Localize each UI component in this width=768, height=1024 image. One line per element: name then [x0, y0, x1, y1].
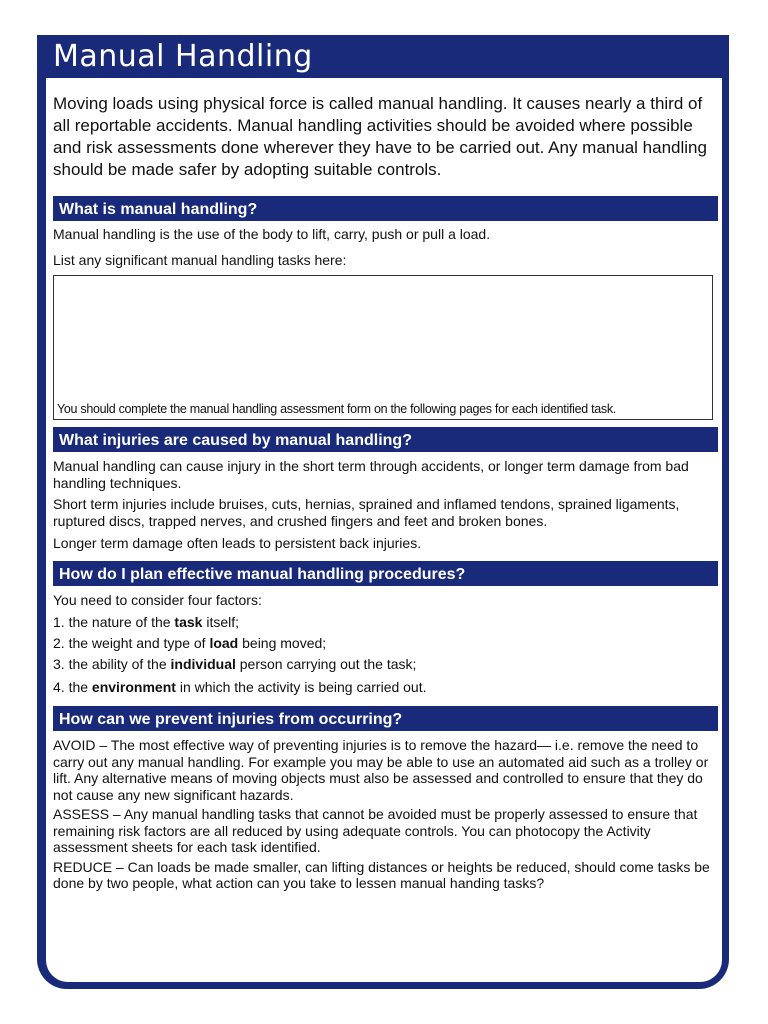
page-content: [53, 93, 718, 892]
factors-list: [53, 612, 718, 698]
task-list-prompt: List any significant manual handling tasks here:: [53, 251, 347, 268]
injuries-text-3: Longer term damage often leads to persistent back injuries.: [53, 535, 422, 551]
avoid-text: AVOID – The most effective way of preventing injuries is to remove the hazard— i.e. remove the need to carry out any manual handling. For example you may be able to use an automated aid such as a trolley or lift. Any alternative means of moving objects must also be assessed and controlled to ensure that they do not cause any new significant hazards.: [53, 737, 709, 803]
section-heading-injuries: What injuries are caused by manual handling?: [53, 427, 718, 452]
section-heading-what-is: What is manual handling?: [53, 196, 718, 221]
factor-item: 1. the nature of the task itself;: [53, 614, 240, 630]
factor-item: 3. the ability of the individual person carrying out the task;: [53, 656, 417, 672]
injuries-text-1: Manual handling can cause injury in the short term through accidents, or longer term damage from bad handling techniques.: [53, 458, 689, 491]
tasks-box-note: You should complete the manual handling assessment form on the following pages for each identified task.: [57, 402, 616, 416]
reduce-text: REDUCE – Can loads be made smaller, can lifting distances or heights be reduced, should come tasks be done by two people, what action can you take to lessen manual handing tasks?: [53, 858, 710, 891]
section-heading-prevention: How can we prevent injuries from occurring?: [53, 706, 718, 731]
factor-item: 4. the environment in which the activity is being carried out.: [53, 679, 427, 695]
section-heading-procedures: How do I plan effective manual handling procedures?: [53, 561, 718, 586]
assess-text: ASSESS – Any manual handling tasks that cannot be avoided must be properly assessed to ensure that remaining risk factors are all reduced by using adequate controls. You can photocopy the Activity assessment sheets for each task identified.: [53, 806, 698, 855]
factors-lead: You need to consider four factors:: [53, 591, 262, 608]
definition-text: Manual handling is the use of the body to lift, carry, push or pull a load.: [53, 226, 491, 242]
factor-item: 2. the weight and type of load being moved;: [53, 635, 327, 651]
injuries-text-2: Short term injuries include bruises, cuts, hernias, sprained and inflamed tendons, sprained ligaments, ruptured discs, trapped nerves, and crushed fingers and feet and broken bones.: [53, 496, 680, 529]
tasks-entry-box[interactable]: [53, 275, 713, 420]
page-title: Manual Handling: [53, 39, 313, 74]
intro-paragraph: Moving loads using physical force is called manual handling. It causes nearly a third of all reportable accidents. Manual handling activities should be avoided where possible and risk assessments done wherever they have to be carried out. Any manual handling should be made safer by adopting suitable controls.: [53, 94, 707, 179]
